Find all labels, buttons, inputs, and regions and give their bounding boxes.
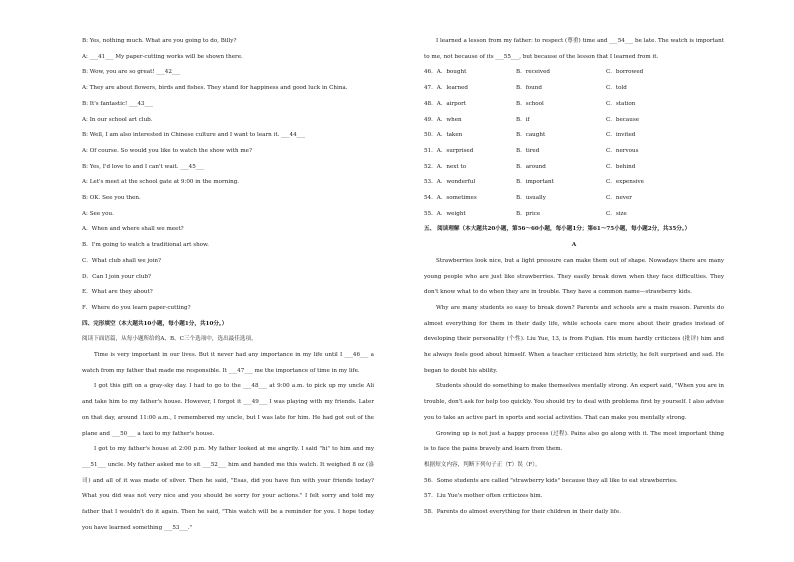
choice-row bbox=[424, 81, 724, 97]
choice-c: C．station bbox=[606, 100, 636, 107]
answer-option: B．I'm going to watch a traditional art show. bbox=[82, 242, 209, 249]
dialogue-line: A: They are about flowers, birds and fishes. They stand for happiness and good luck in China. bbox=[82, 85, 348, 92]
choice-c: C．never bbox=[606, 195, 632, 202]
answer-option: D．Can I join your club? bbox=[82, 273, 152, 280]
passage-paragraph: Students should do something to make themselves mentally strong. An expert said, "When you are in trouble, don't ask for help too quickly. You should try to deal with problems first by yourself. I also advise you to take an active part in sports and social activities. That can make you mentally strong. bbox=[424, 383, 724, 421]
section-instruction: 阅读下面语篇，从每小题所给的A、B、C三个选项中，选出最佳选项。 bbox=[82, 336, 257, 343]
dialogue-line: A: See you. bbox=[82, 210, 114, 217]
dialogue-line: B: Wow, you are so great! ___42___ bbox=[82, 69, 181, 76]
choice-row bbox=[424, 128, 724, 144]
dialogue-line: B: OK. See you then. bbox=[82, 195, 141, 202]
passage-label: A bbox=[571, 242, 577, 249]
choice-row bbox=[424, 113, 724, 129]
choice-row bbox=[424, 160, 724, 176]
choice-c: C．told bbox=[606, 85, 627, 92]
choice-a bbox=[424, 128, 516, 144]
choice-b: B．school bbox=[516, 100, 544, 107]
dialogue-line: B: It's fantastic! ___43___ bbox=[82, 100, 153, 107]
choice-a bbox=[424, 113, 516, 129]
right-column bbox=[424, 34, 724, 521]
choice-b: B．important bbox=[516, 179, 554, 186]
choice-b: B．tired bbox=[516, 147, 540, 154]
answer-option: C．What club shall we join? bbox=[82, 257, 162, 264]
choice-c: C．expensive bbox=[606, 179, 644, 186]
choice-b: B．around bbox=[516, 163, 546, 170]
choice-a-text: A．weight bbox=[436, 210, 466, 217]
answer-option: E．What are they about? bbox=[82, 289, 153, 296]
choice-b: B．caught bbox=[516, 132, 546, 139]
choice-a bbox=[424, 81, 516, 97]
passage-paragraph: I learned a lesson from my father: to respect (尊重) time and ___54___ be late. The watch is important to me, not because of its ___55___, but because of the lesson that I learned from it. bbox=[424, 38, 724, 60]
choice-a-text: A．wonderful bbox=[436, 179, 476, 186]
choice-row bbox=[424, 97, 724, 113]
left-column bbox=[82, 34, 374, 537]
choice-b: B．usually bbox=[516, 195, 546, 202]
question-number: 52． bbox=[424, 163, 437, 170]
choice-row bbox=[424, 207, 724, 223]
passage-paragraph: I got to my father's house at 2:00 p.m. My father looked at me angrily. I said "hi" to him and my ___51___ uncle. My father asked me to sit ___52___ him and handed me this watch. It weighed 8 oz (盎司) and all of it was made of silver. Then he said, "Esas, did you have fun with your friends today? What you did was not very nice and you should be sorry for your actions." I felt sorry and told my father that I wouldn't do it again. Then he said, "This watch will be a reminder for you. I hope today you have learned something ___53___." bbox=[82, 446, 374, 531]
choice-row bbox=[424, 191, 724, 207]
choice-c: C．size bbox=[606, 210, 627, 217]
choice-row bbox=[424, 65, 724, 81]
choice-a bbox=[424, 97, 516, 113]
question-number: 48． bbox=[424, 100, 437, 107]
answer-option: F．Where do you learn paper-cutting? bbox=[82, 304, 191, 311]
question-number: 50． bbox=[424, 132, 437, 139]
choice-b: B．received bbox=[516, 69, 550, 76]
choice-b: B．if bbox=[516, 116, 530, 123]
passage-paragraph: Growing up is not just a happy process (过程). Pains also go along with it. The most important thing is to face the pains bravely and learn from them. bbox=[424, 430, 724, 453]
choice-a-text: A．sometimes bbox=[436, 195, 477, 202]
dialogue-line: A: Let's meet at the school gate at 9:00 in the morning. bbox=[82, 179, 240, 186]
passage-paragraph: Time is very important in our lives. But it never had any importance in my life until I ___46___ a watch from my father that made me responsible. It ___47___ me the importance of time in my life. bbox=[82, 352, 374, 374]
question-number: 49． bbox=[424, 116, 437, 123]
choice-row bbox=[424, 175, 724, 191]
choice-a bbox=[424, 191, 516, 207]
passage-paragraph: I got this gift on a gray-sky day. I had to go to the ___48___ at 9:00 a.m. to pick up my uncle Ali and take him to my father's house. However, I forgot it ___49___ I was playing with my friends. Later on that day, around 11:00 a.m., I remembered my uncle, but I was late for him. He had got out of the plane and ___50___ a taxi to my father's house. bbox=[82, 383, 374, 437]
choice-a-text: A．next to bbox=[436, 163, 467, 170]
question-number: 47． bbox=[424, 85, 437, 92]
question-number: 51． bbox=[424, 147, 437, 154]
question-number: 55． bbox=[424, 210, 437, 217]
choice-a bbox=[424, 144, 516, 160]
tf-instruction: 根据短文内容，判断下列句子正（T）误（F）。 bbox=[424, 461, 541, 468]
question-number: 46． bbox=[424, 69, 437, 76]
choice-a-text: A．taken bbox=[436, 132, 463, 139]
choice-a bbox=[424, 65, 516, 81]
choice-c: C．borrowed bbox=[606, 69, 644, 76]
tf-item: 56．Some students are called "strawberry kids" because they all like to eat strawberries. bbox=[424, 477, 678, 484]
question-number: 54． bbox=[424, 195, 437, 202]
dialogue-line: B: Yes, I'd love to and I can't wait. ___45___ bbox=[82, 163, 205, 170]
tf-item: 58．Parents do almost everything for their children in their daily life. bbox=[424, 509, 621, 516]
choice-a-text: A．airport bbox=[436, 100, 467, 107]
choice-a bbox=[424, 160, 516, 176]
tf-item: 57．Liu Yue's mother often criticizes him. bbox=[424, 493, 543, 500]
choice-a-text: A．learned bbox=[436, 85, 468, 92]
choice-c: C．invited bbox=[606, 132, 636, 139]
choice-a bbox=[424, 207, 516, 223]
choice-a-text: A．surprised bbox=[436, 147, 474, 154]
question-number: 53． bbox=[424, 179, 437, 186]
section-title: 四、完形填空（本大题共10小题，每小题1分，共10分。） bbox=[82, 320, 228, 327]
section-title: 五、 阅读理解（本大题共20小题，第56～60小题，每小题1分；第61～75小题，每小题2分，共35分。） bbox=[424, 226, 691, 233]
dialogue-line: B: Yes, nothing much. What are you going to do, Billy? bbox=[82, 38, 237, 44]
passage-paragraph: Strawberries look nice, but a light pressure can make them out of shape. Nowadays there are many young people who are just like strawberries. They easily break down when they face difficulties. They don't know what to do when they are in trouble. They have a common name—strawberry kids. bbox=[424, 257, 724, 296]
choice-b: B．price bbox=[516, 210, 541, 217]
dialogue-line: B: Well, I am also interested in Chinese culture and I want to learn it. ___44___ bbox=[82, 132, 306, 139]
passage-paragraph: Why are many students so easy to break down? Parents and schools are a main reason. Parents do almost everything for them in their daily life, while schools care more about their grades instead of developing their personality (个性). Liu Yue, 13, is from Fujian. His mum hardly criticizes (批评) him and he always feels good about himself. When a teacher criticized him strictly, he felt surprised and sad. He began to doubt his ability. bbox=[424, 304, 724, 374]
dialogue-line: A: Of course. So would you like to watch the show with me? bbox=[82, 147, 252, 154]
choice-c: C．behind bbox=[606, 163, 636, 170]
choice-c: C．nervous bbox=[606, 147, 639, 154]
choice-a-text: A．when bbox=[436, 116, 462, 123]
choice-a-text: A．bought bbox=[436, 69, 467, 76]
choice-b: B．found bbox=[516, 85, 542, 92]
answer-option: A．When and where shall we meet? bbox=[82, 226, 184, 233]
dialogue-line: A: In our school art club. bbox=[82, 116, 153, 123]
dialogue-line: A: ___41___ My paper-cutting works will be shown there. bbox=[82, 53, 243, 60]
choice-a bbox=[424, 175, 516, 191]
choice-row bbox=[424, 144, 724, 160]
choice-c: C．because bbox=[606, 116, 640, 123]
